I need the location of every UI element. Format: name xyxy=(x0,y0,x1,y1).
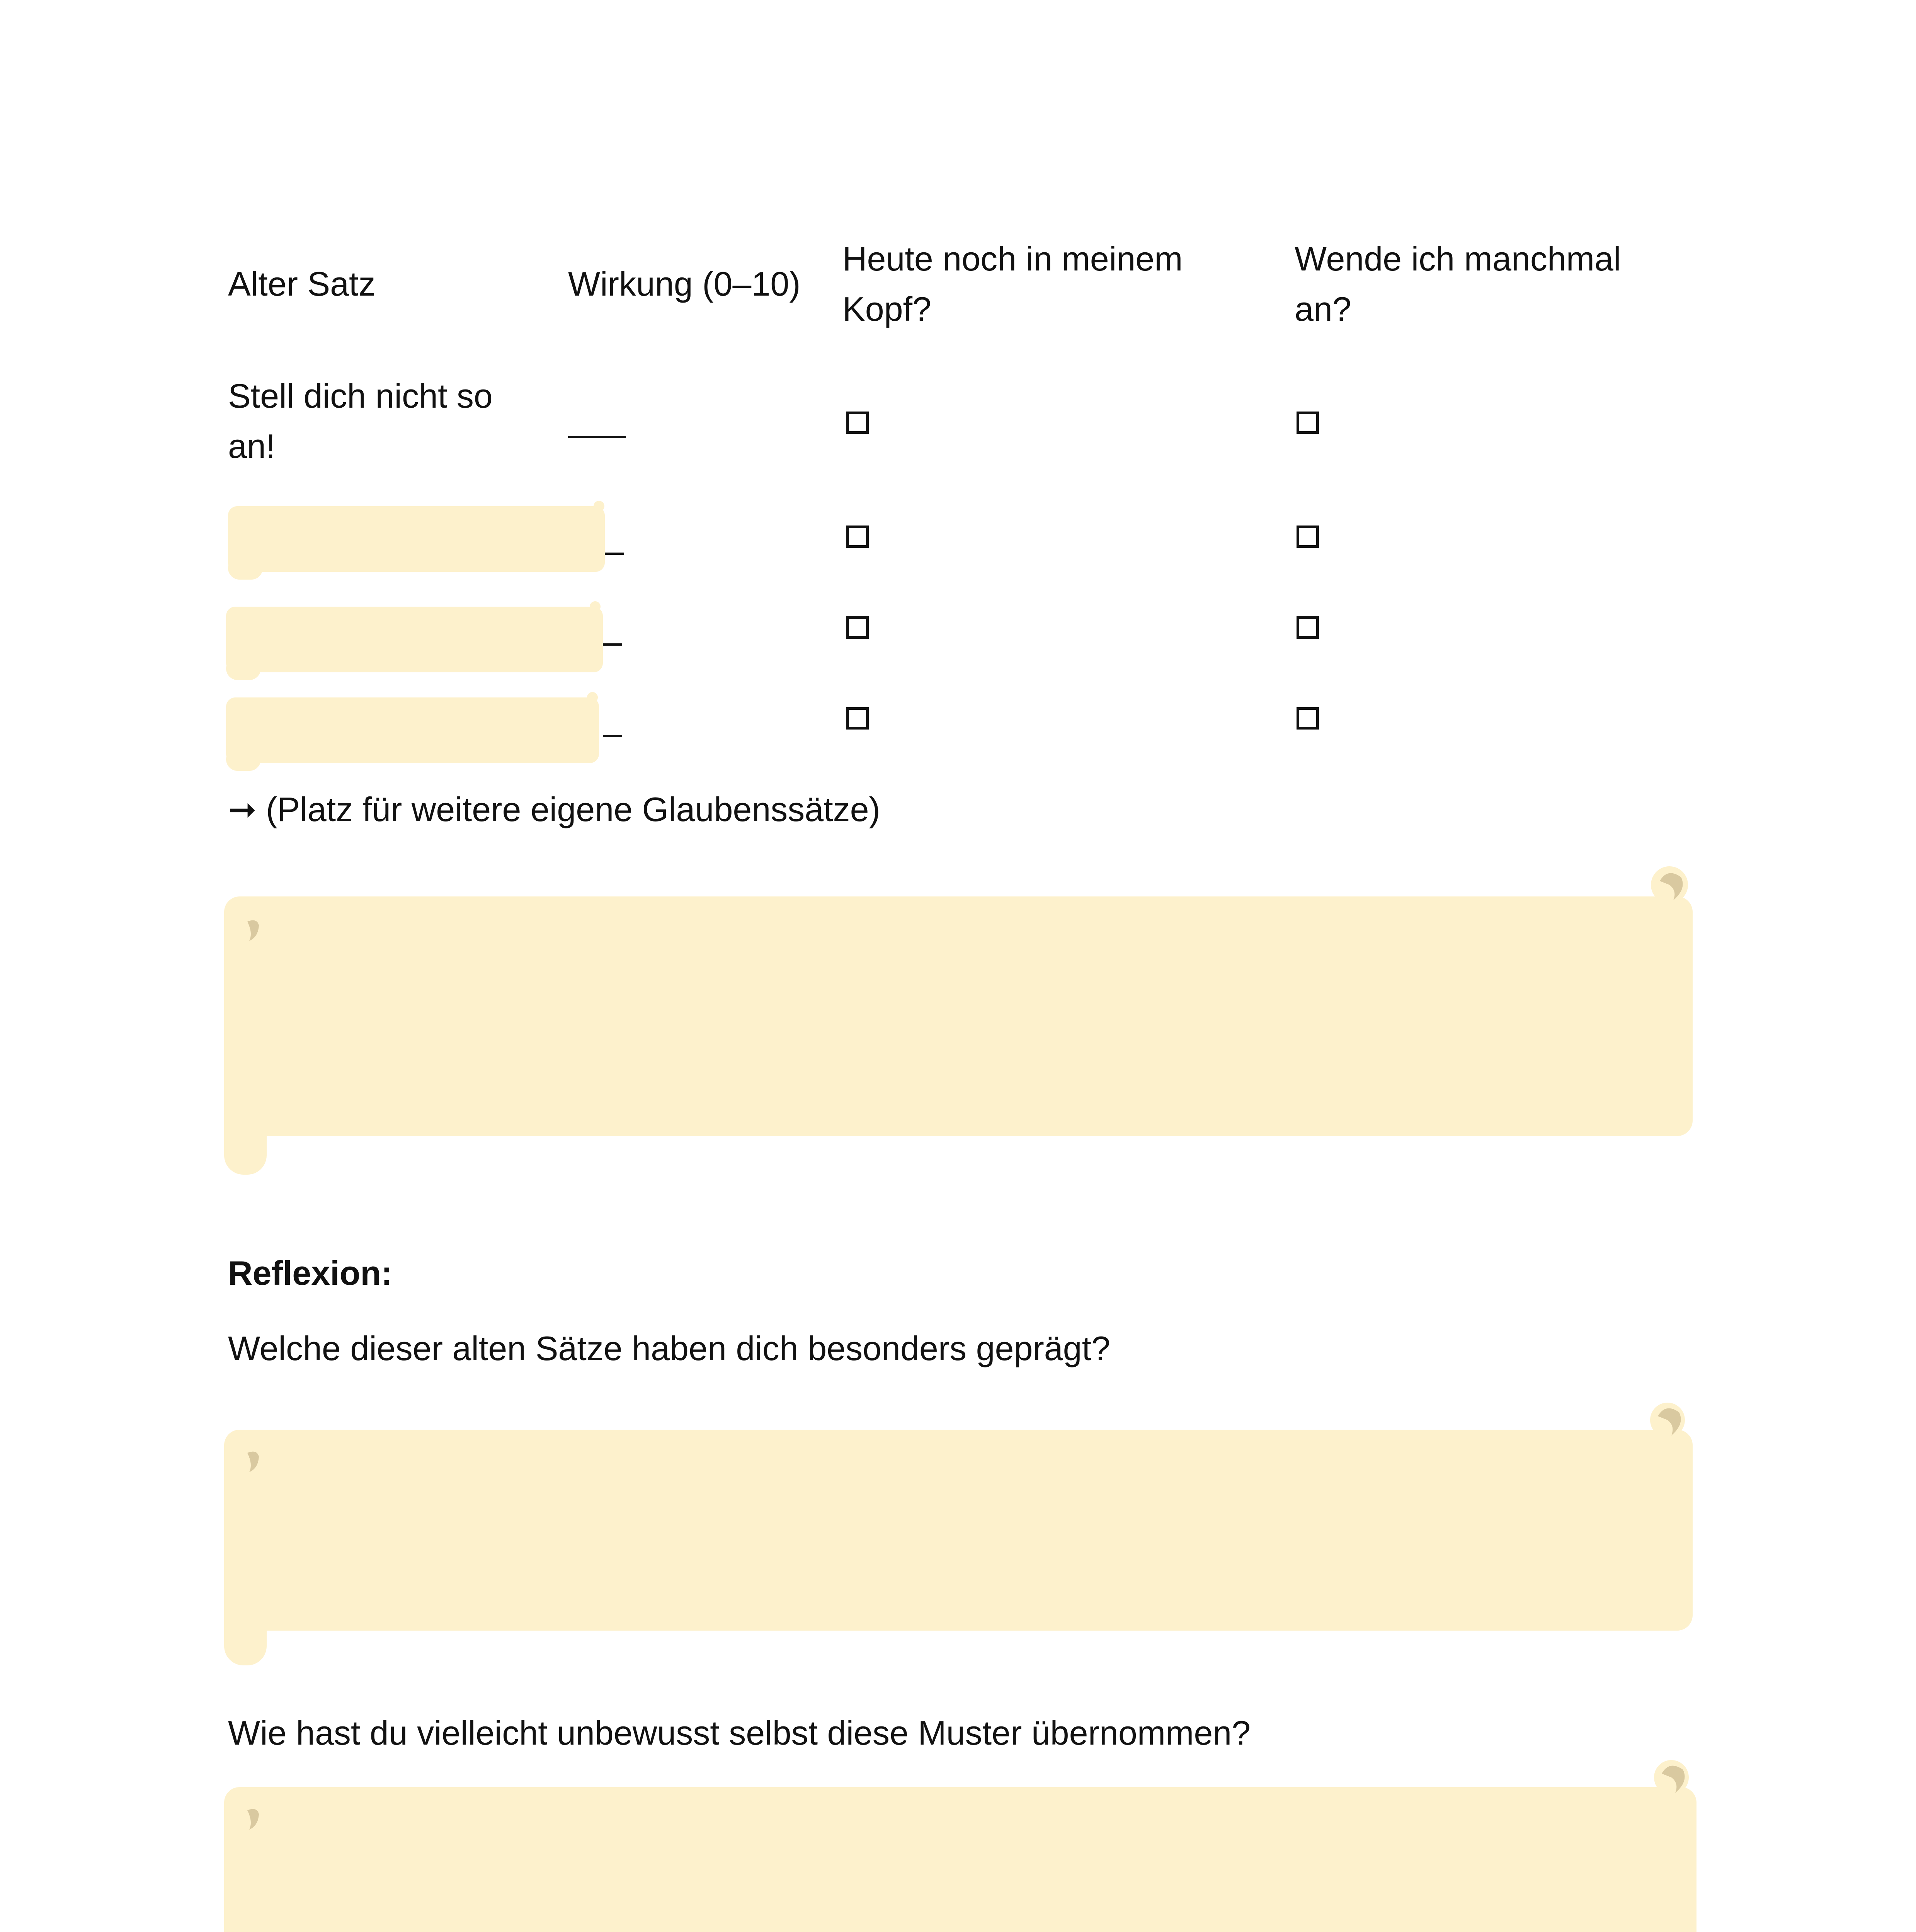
answer-text-area-1[interactable] xyxy=(224,1395,1693,1665)
satz-input-field[interactable] xyxy=(226,599,603,680)
heute-checkbox[interactable] xyxy=(846,707,869,730)
header-wende: Wende ich manchmal an? xyxy=(1295,240,1621,328)
wende-checkbox[interactable] xyxy=(1297,412,1319,434)
glaubenssaetze-text-area[interactable] xyxy=(224,858,1693,1175)
wirkung-blank[interactable] xyxy=(605,553,624,555)
heute-checkbox[interactable] xyxy=(846,616,869,639)
wende-checkbox[interactable] xyxy=(1297,526,1319,548)
wirkung-blank[interactable] xyxy=(568,436,626,438)
reflexion-heading: Reflexion: xyxy=(228,1254,393,1292)
satz-input-field[interactable] xyxy=(226,690,599,771)
extra-space-label: ➞ (Platz für weitere eigene Glaubenssätze) xyxy=(228,790,880,828)
heute-checkbox[interactable] xyxy=(846,526,869,548)
wende-checkbox[interactable] xyxy=(1297,707,1319,730)
header-alter-satz: Alter Satz xyxy=(228,265,376,303)
header-wirkung: Wirkung (0–10) xyxy=(568,265,801,303)
satz-input-field[interactable] xyxy=(228,498,605,580)
wirkung-blank[interactable] xyxy=(603,643,622,646)
table-row-satz: Stell dich nicht so an! xyxy=(228,377,493,465)
question-1: Welche dieser alten Sätze haben dich besonders geprägt? xyxy=(228,1329,1111,1367)
heute-checkbox[interactable] xyxy=(846,412,869,434)
wende-checkbox[interactable] xyxy=(1297,616,1319,639)
wirkung-blank[interactable] xyxy=(603,735,622,737)
answer-text-area-2[interactable] xyxy=(224,1752,1696,1932)
question-2: Wie hast du vielleicht unbewusst selbst diese Muster übernommen? xyxy=(228,1714,1251,1752)
header-heute: Heute noch in meinem Kopf? xyxy=(842,240,1183,328)
